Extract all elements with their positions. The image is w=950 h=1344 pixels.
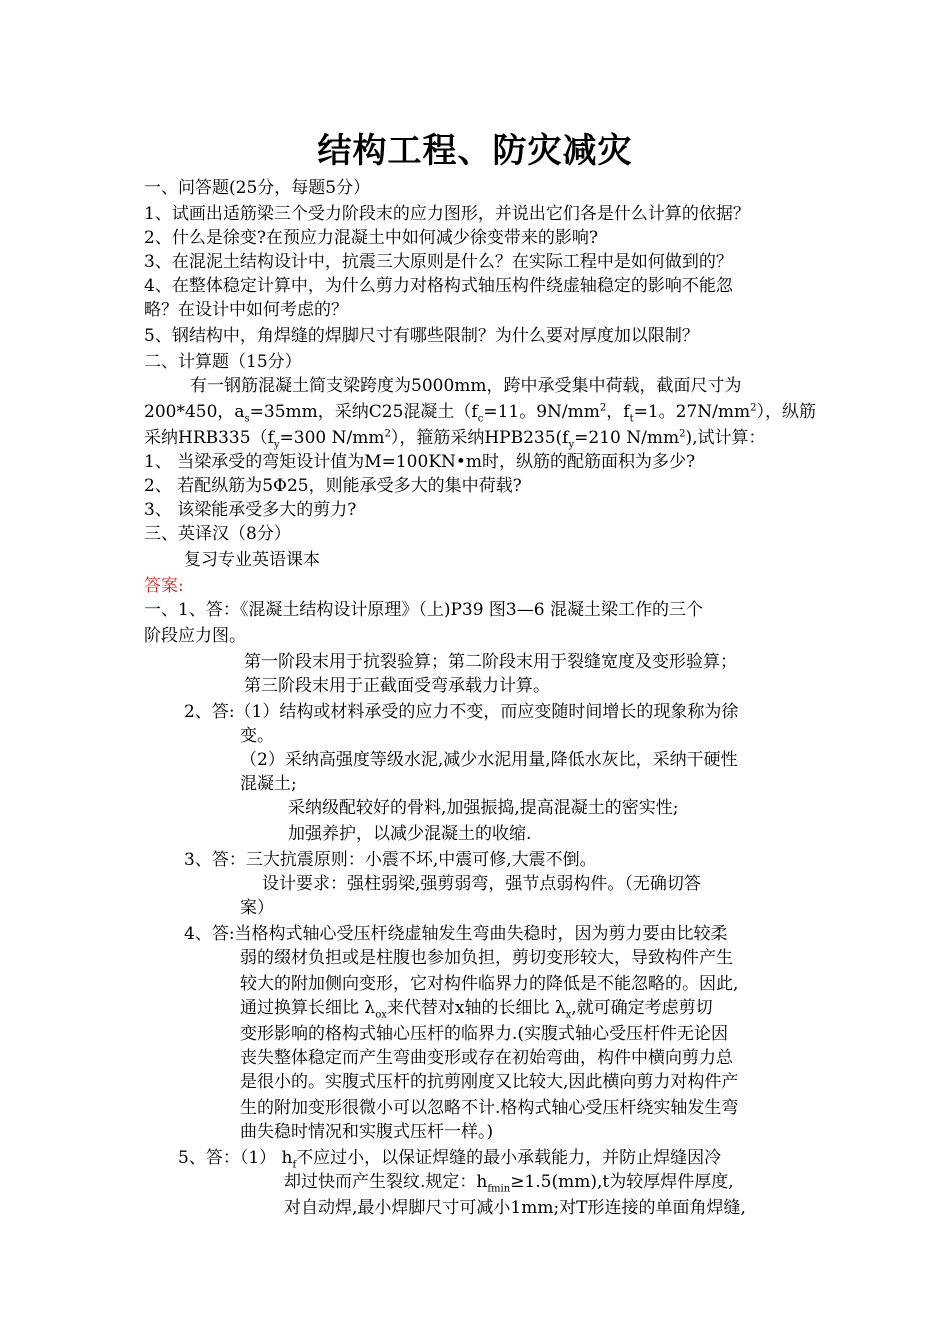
answer-3-line-3: 案） — [240, 898, 274, 918]
calc-item-1: 1、 当梁承受的弯矩设计值为M=100KN•m时，纵筋的配筋面积为多少? — [144, 452, 696, 472]
subscript: ox — [375, 1009, 387, 1021]
answer-4-line-3: 较大的附加侧向变形，它对构件临界力的降低是不能忽略的。因此, — [240, 974, 739, 994]
answer-2-line-3: （2）采纳高强度等级水泥,减少水泥用量,降低水灰比，采纳干硬性 — [240, 750, 738, 770]
superscript: 2 — [750, 402, 757, 414]
section-heading-calc: 二、计算题（15分） — [144, 352, 302, 372]
answer-1-line-2: 阶段应力图。 — [144, 626, 246, 646]
answer-4-line-6: 丧失整体稳定而产生弯曲变形或存在初始弯曲，构件中横向剪力总 — [240, 1048, 733, 1068]
question-4-line-2: 略？在设计中如何考虑的？ — [144, 300, 348, 320]
answer-3-line-1: 3、答：三大抗震原则：小震不坏,中震可修,大震不倒。 — [184, 850, 597, 870]
subscript: s — [244, 413, 250, 425]
section-heading-qa: 一、问答题(25分，每题5分） — [144, 178, 371, 198]
calc-text: ，f — [606, 402, 630, 422]
answer-text: 通过换算长细比 λ — [240, 998, 376, 1018]
question-2: 2、什么是徐变?在预应力混凝土中如何减少徐变带来的影响? — [144, 228, 599, 248]
calc-item-3: 3、 该梁能承受多大的剪力? — [144, 500, 357, 520]
page-title: 结构工程、防灾减灾 — [317, 131, 633, 171]
answer-text: 5、答：（1） h — [178, 1148, 293, 1168]
calc-text: ），箍筋采纳HPB235(f — [390, 428, 569, 448]
answer-1-line-3: 第一阶段末用于抗裂验算；第二阶段末用于裂缝宽度及变形验算； — [244, 652, 737, 672]
calc-problem-line-2 — [144, 400, 816, 424]
answer-2-line-4: 混凝土; — [240, 774, 297, 794]
question-3: 3、在混泥土结构设计中，抗震三大原则是什么？在实际工程中是如何做到的？ — [144, 252, 733, 272]
subscript: f — [292, 1159, 297, 1171]
answer-5-line-1 — [178, 1146, 721, 1170]
calc-text: ),试计算： — [685, 428, 766, 448]
answer-text: 却过快而产生裂纹.规定：h — [284, 1172, 488, 1192]
subscript: fmin — [487, 1183, 511, 1195]
answer-2-line-1: 2、答:（1）结构或材料承受的应力不变，而应变随时间增长的现象称为徐 — [184, 702, 739, 722]
superscript: 2 — [679, 428, 686, 440]
subscript: y — [568, 439, 575, 451]
superscript: 2 — [384, 428, 391, 440]
calc-text: =1。27N/mm — [633, 402, 751, 422]
question-1: 1、试画出适筋梁三个受力阶段末的应力图形，并说出它们各是什么计算的依据？ — [144, 204, 750, 224]
answer-5-line-2 — [284, 1170, 734, 1194]
answer-4-line-4 — [240, 996, 713, 1020]
answer-4-line-5: 变形影响的格构式轴心压杆的临界力.(实腹式轴心受压杆件无论因 — [240, 1024, 729, 1044]
subscript: c — [477, 413, 484, 425]
subscript: t — [629, 413, 634, 425]
calc-text: ），纵筋 — [756, 402, 817, 422]
answer-2-line-5: 采纳级配较好的骨料,加强振捣,提高混凝土的密实性; — [288, 798, 679, 818]
subscript: x — [565, 1009, 572, 1021]
calc-problem-line-1: 有一钢筋混凝土简支梁跨度为5000mm，跨中承受集中荷载，截面尺寸为 — [190, 376, 742, 396]
question-4-line-1: 4、在整体稳定计算中，为什么剪力对格构式轴压构件绕虚轴稳定的影响不能忽 — [144, 276, 733, 296]
answer-1-line-1: 一、1、答：《混凝土结构设计原理》（上)P39 图3—6 混凝土梁工作的三个 — [144, 600, 703, 620]
answer-4-line-7: 是很小的。实腹式压杆的抗剪刚度又比较大,因此横向剪力对构件产 — [240, 1072, 739, 1092]
section-heading-translation: 三、英译汉（8分） — [144, 524, 291, 544]
answer-4-line-8: 生的附加变形很微小可以忽略不计.格构式轴心受压杆绕实轴发生弯 — [240, 1098, 739, 1118]
answer-2-line-2: 变。 — [240, 726, 274, 746]
answer-4-line-1: 4、答:当格构式轴心受压杆绕虚轴发生弯曲失稳时，因为剪力要由比较柔 — [184, 924, 728, 944]
calc-text: 200*450，a — [144, 402, 245, 422]
calc-text: =11。9N/mm — [483, 402, 600, 422]
answer-text: 来代替对x轴的长细比 λ — [386, 998, 566, 1018]
superscript: 2 — [599, 402, 607, 414]
calc-text: =35mm，采纳C25混凝土（f — [249, 402, 478, 422]
calc-item-2: 2、 若配纵筋为5Φ25，则能承受多大的集中荷载? — [144, 476, 522, 496]
answer-2-line-6: 加强养护，以减少混凝土的收缩. — [288, 824, 532, 844]
calc-text: 采纳HRB335（f — [144, 428, 274, 448]
calc-text: =300 N/mm — [279, 428, 385, 448]
answer-text: 不应过小，以保证焊缝的最小承载能力，并防止焊缝因冷 — [296, 1148, 722, 1168]
calc-problem-line-3 — [144, 426, 766, 450]
answer-3-line-2: 设计要求：强柱弱梁,强剪弱弯，强节点弱构件。（无确切答 — [262, 874, 701, 894]
translation-note: 复习专业英语课本 — [184, 550, 320, 570]
question-5: 5、钢结构中，角焊缝的焊脚尺寸有哪些限制？为什么要对厚度加以限制？ — [144, 326, 699, 346]
answer-text: ,就可确定考虑剪切 — [571, 998, 713, 1018]
answer-text: ≥1.5(mm),t为较厚焊件厚度, — [510, 1172, 734, 1192]
subscript: y — [273, 439, 280, 451]
calc-text: =210 N/mm — [574, 428, 680, 448]
answer-4-line-9: 曲失稳时情况和实腹式压杆一样。) — [240, 1122, 494, 1142]
answers-heading: 答案: — [144, 576, 184, 596]
answer-4-line-2: 弱的缀材负担或是柱腹也参加负担，剪切变形较大，导致构件产生 — [240, 948, 733, 968]
answer-5-line-3: 对自动焊,最小焊脚尺寸可减小1mm;对T形连接的单面角焊缝, — [284, 1198, 746, 1218]
answer-1-line-4: 第三阶段末用于正截面受弯承载力计算。 — [244, 676, 550, 696]
